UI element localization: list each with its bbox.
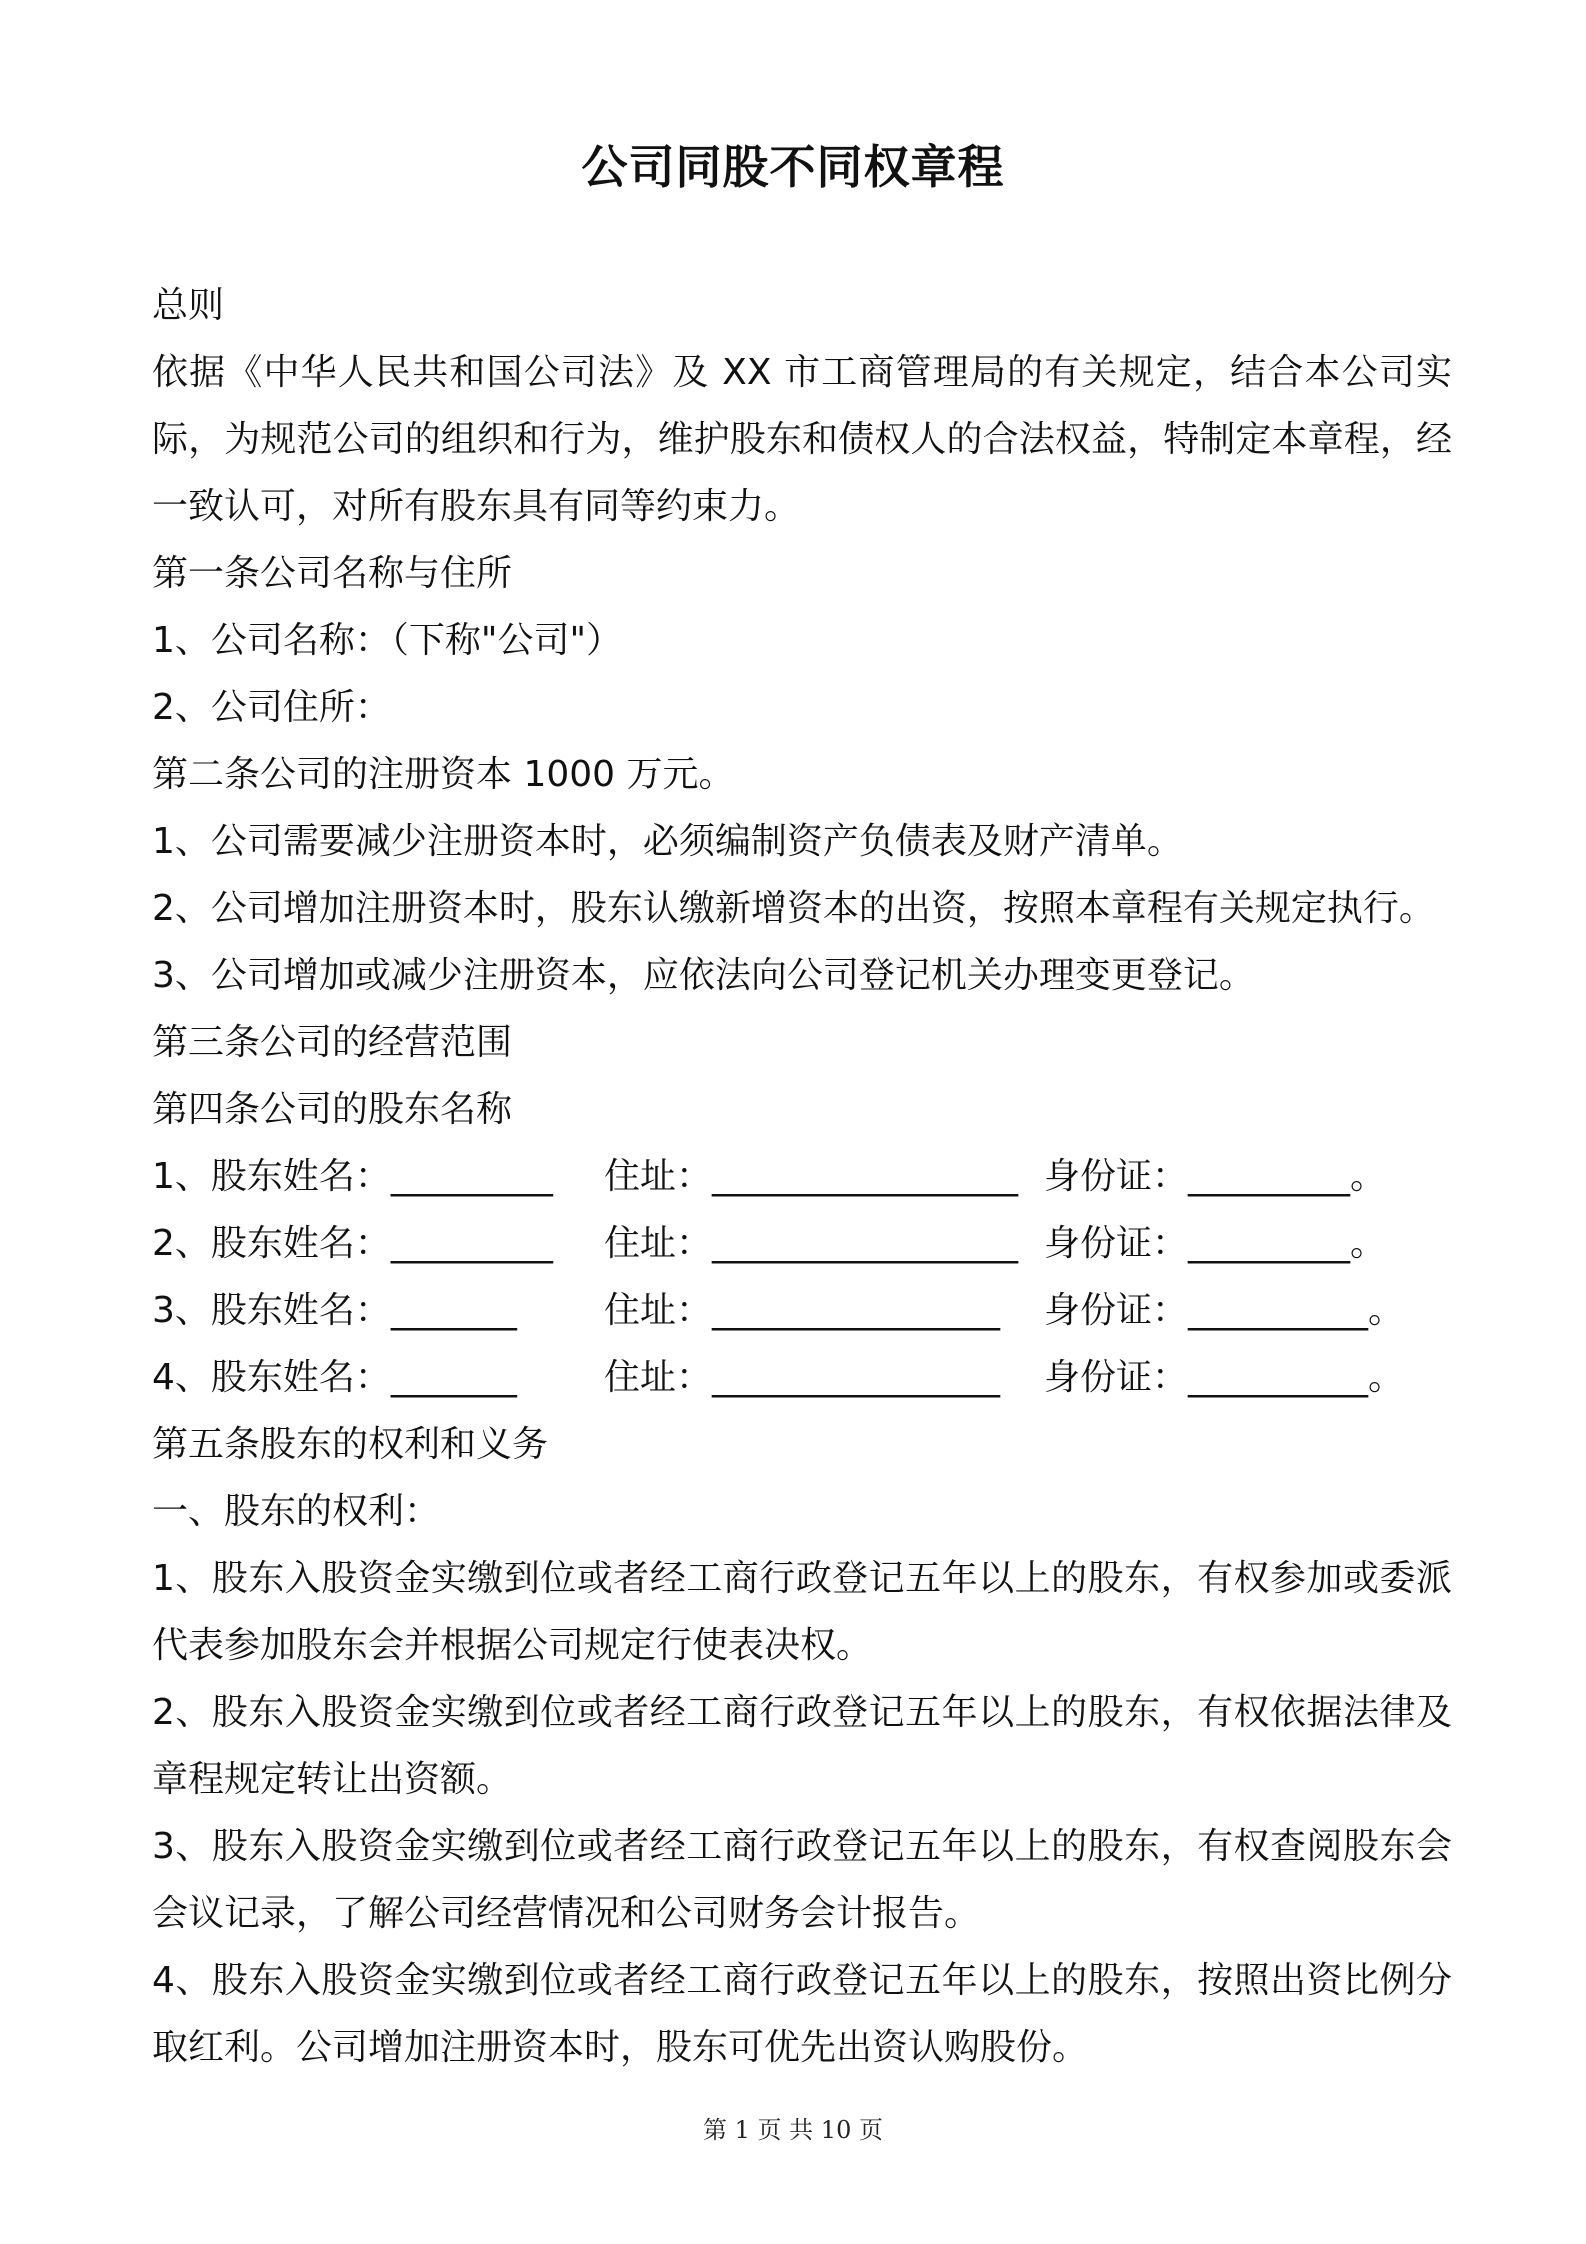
shareholder-name-field: 1、股东姓名：_________ [152,1156,553,1197]
shareholder-address-field: 住址：________________ [604,1290,1001,1331]
article-1-heading: 第一条公司名称与住所 [152,553,513,594]
article-2-item-2: 2、公司增加注册资本时，股东认缴新增资本的出资，按照本章程有关规定执行。 [152,888,1435,929]
article-4-heading: 第四条公司的股东名称 [152,1089,513,1130]
shareholder-id-field: 身份证：_________。 [1044,1223,1387,1264]
shareholder-id-field: 身份证：__________。 [1044,1357,1405,1398]
shareholder-address-field: 住址：________________ [604,1357,1001,1398]
rights-heading: 一、股东的权利： [152,1491,441,1532]
article-5-heading: 第五条股东的权利和义务 [152,1424,549,1465]
right-item-3: 3、股东入股资金实缴到位或者经工商行政登记五年以上的股东，有权查阅股东会会议记录，了解公司经营情况和公司财务会计报告。 [152,1826,1452,1934]
article-2-item-1: 1、公司需要减少注册资本时，必须编制资产负债表及财产清单。 [152,821,1183,862]
article-3-heading: 第三条公司的经营范围 [152,1022,513,1063]
article-1-item-2: 2、公司住所： [152,687,391,728]
article-1-item-1: 1、公司名称：（下称"公司"） [152,620,623,661]
shareholder-name-field: 3、股东姓名：_______ [152,1290,517,1331]
shareholder-row-2 [152,1210,1452,1277]
page-footer: 第 1 页 共 10 页 [703,2116,883,2144]
shareholder-id-field: 身份证：_________。 [1044,1156,1387,1197]
article-2-item-3: 3、公司增加或减少注册资本，应依法向公司登记机关办理变更登记。 [152,955,1255,996]
right-item-2: 2、股东入股资金实缴到位或者经工商行政登记五年以上的股东，有权依据法律及章程规定转让出资额。 [152,1692,1452,1800]
article-2-heading: 第二条公司的注册资本 1000 万元。 [152,754,735,795]
shareholder-id-field: 身份证：__________。 [1044,1290,1405,1331]
right-item-4: 4、股东入股资金实缴到位或者经工商行政登记五年以上的股东，按照出资比例分取红利。公司增加注册资本时，股东可优先出资认购股份。 [152,1960,1452,2068]
general-heading: 总则 [152,285,225,326]
general-paragraph: 依据《中华人民共和国公司法》及 XX 市工商管理局的有关规定，结合本公司实际，为规范公司的组织和行为，维护股东和债权人的合法权益，特制定本章程，经一致认可，对所有股东具有同等约束力。 [152,352,1452,527]
right-item-1: 1、股东入股资金实缴到位或者经工商行政登记五年以上的股东，有权参加或委派代表参加股东会并根据公司规定行使表决权。 [152,1558,1452,1666]
shareholder-name-field: 4、股东姓名：_______ [152,1357,517,1398]
shareholder-name-field: 2、股东姓名：_________ [152,1223,553,1264]
document-body [152,272,1452,2081]
shareholder-row-1 [152,1143,1452,1210]
shareholder-address-field: 住址：_________________ [604,1223,1019,1264]
document-title: 公司同股不同权章程 [581,140,1005,194]
shareholder-row-3 [152,1277,1452,1344]
shareholder-address-field: 住址：_________________ [604,1156,1019,1197]
shareholder-row-4 [152,1344,1452,1411]
